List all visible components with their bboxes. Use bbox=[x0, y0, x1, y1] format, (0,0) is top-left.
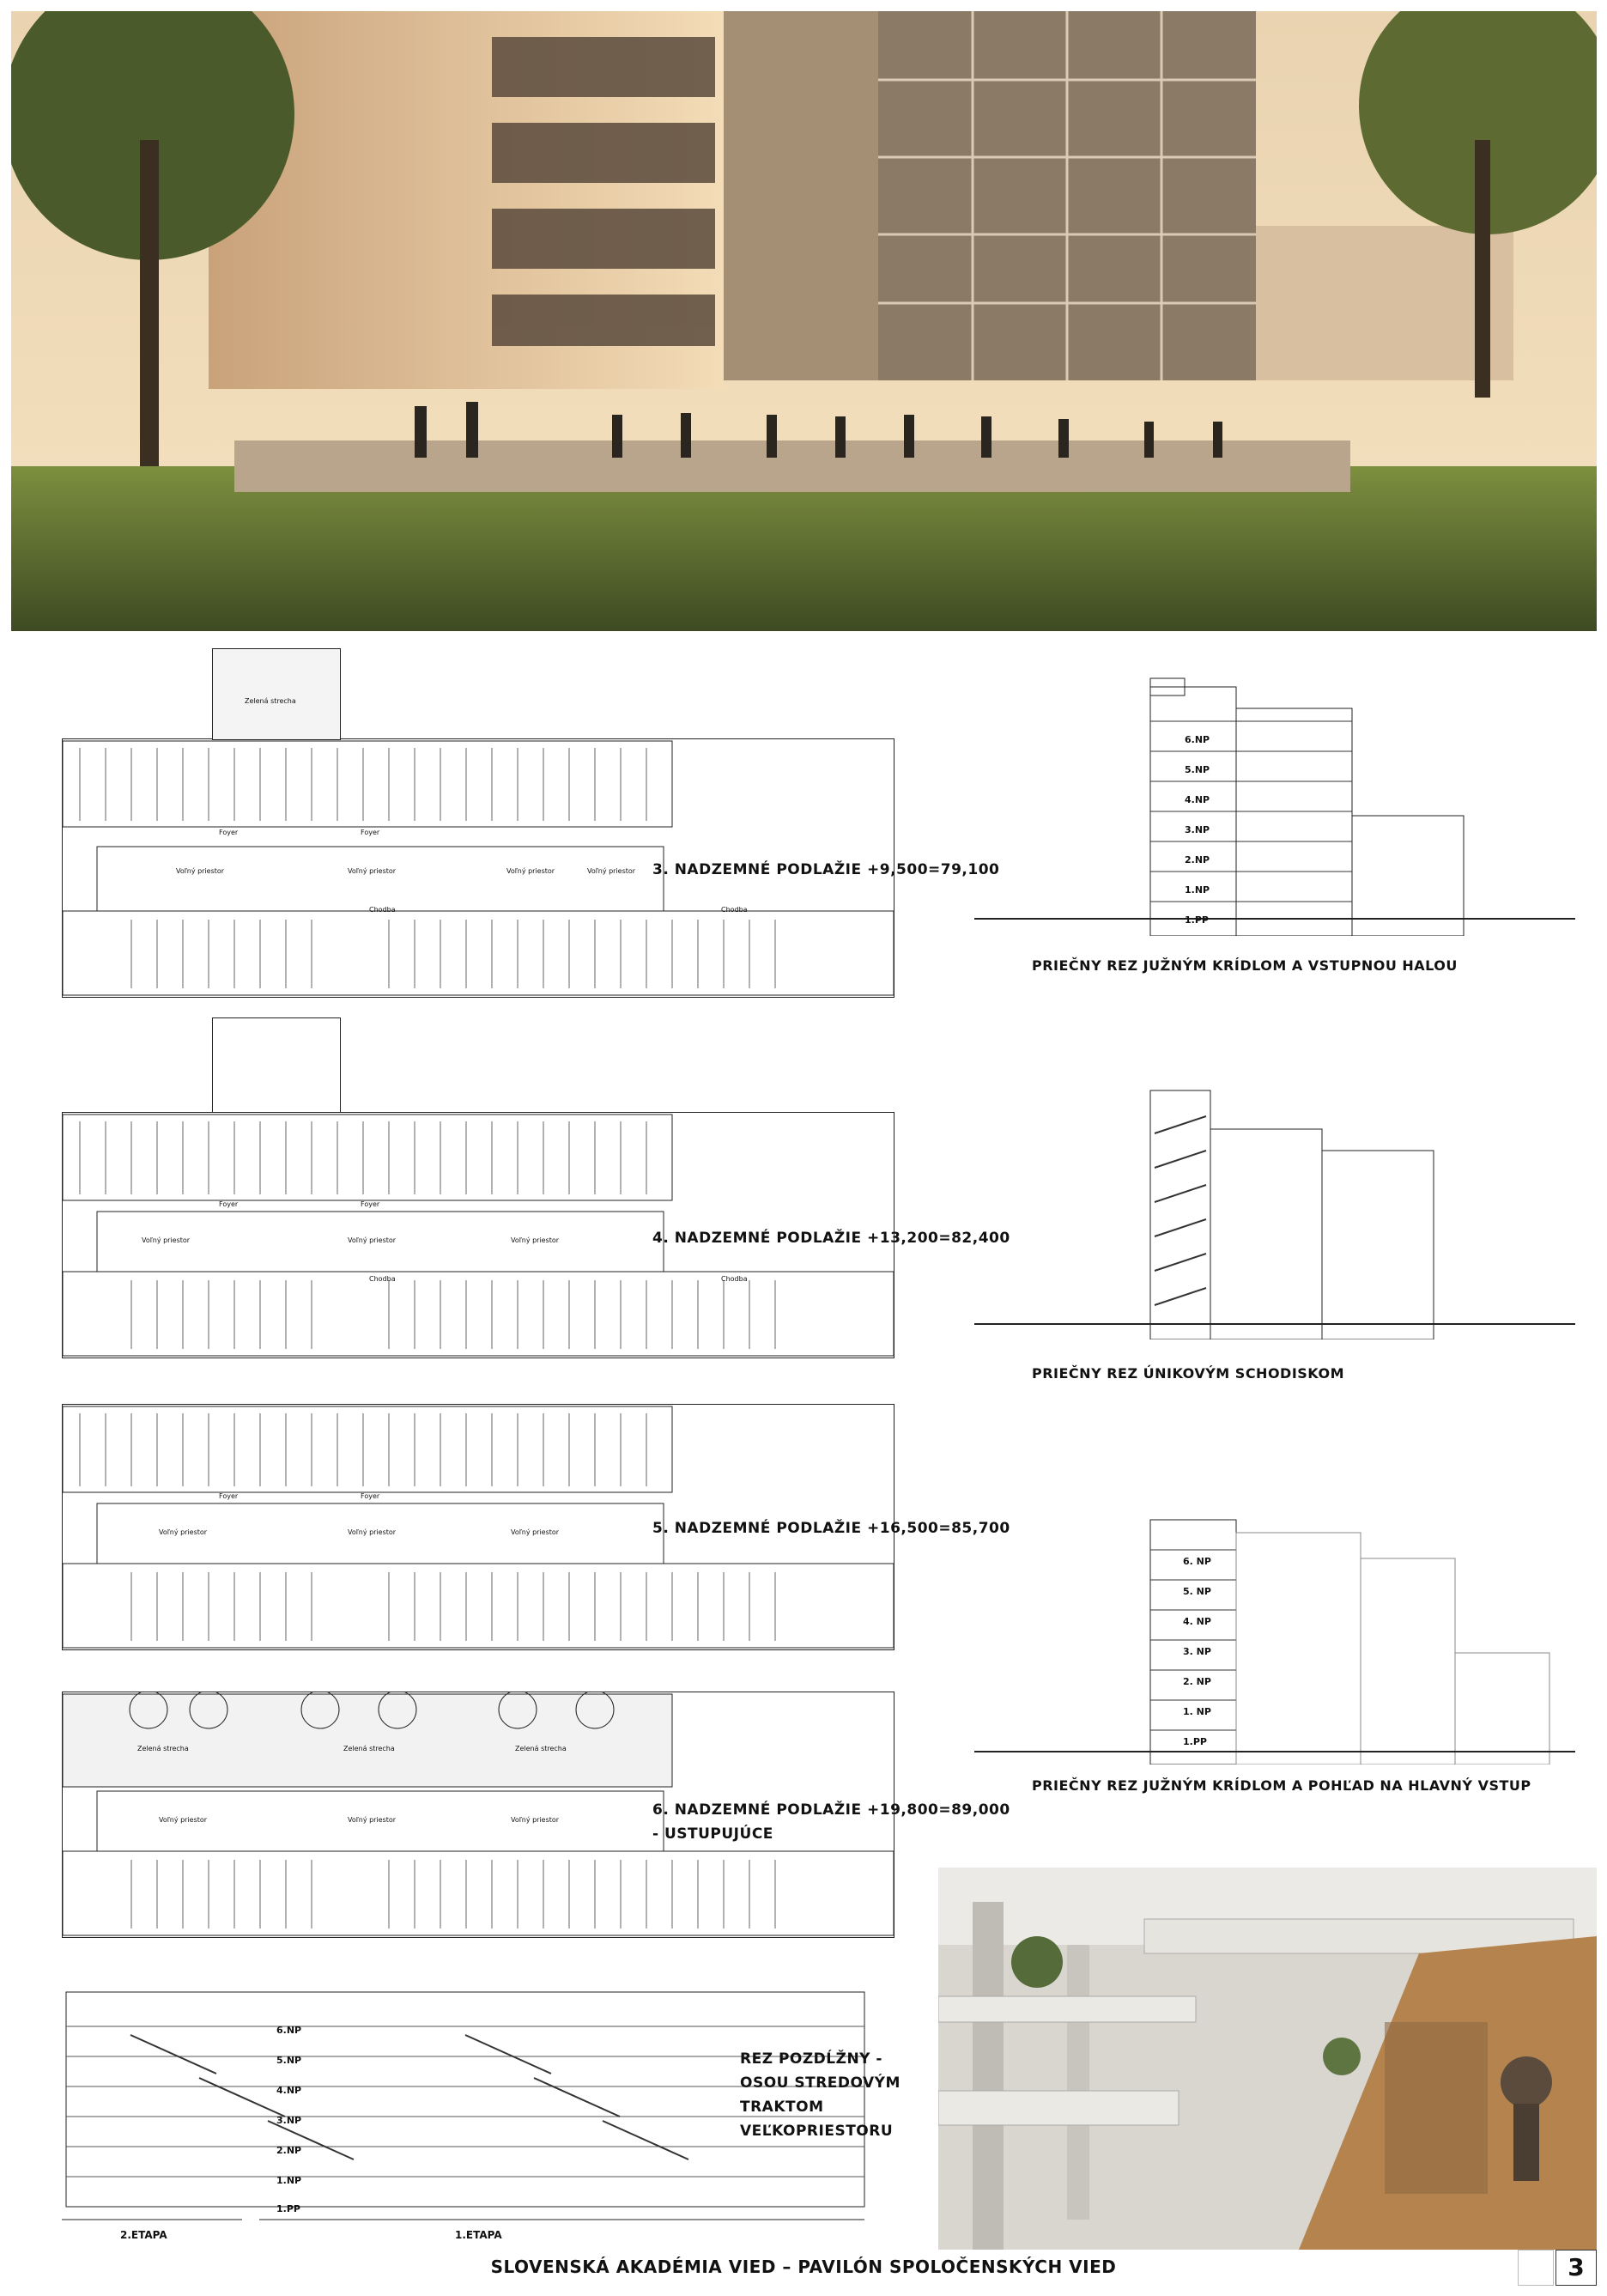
long-section-title-line-3: TRAKTOM bbox=[740, 2099, 824, 2116]
plan-3-label-green-roof: Zelená strecha bbox=[245, 697, 296, 705]
plan-3-label-free-space-3: Voľný priestor bbox=[506, 867, 555, 875]
plan-4-label-corridor-1: Chodba bbox=[369, 1275, 396, 1283]
cross-section-1-title: PRIEČNY REZ JUŽNÝM KRÍDLOM A VSTUPNOU HALOU bbox=[1032, 957, 1458, 974]
floor-plan-6np-title: 6. NADZEMNÉ PODLAŽIE +19,800=89,000 bbox=[652, 1801, 1010, 1819]
plan-4-label-corridor-2: Chodba bbox=[721, 1275, 748, 1283]
plan-6-label-green-roof-2: Zelená strecha bbox=[343, 1745, 395, 1752]
cross-section-2-title: PRIEČNY REZ ÚNIKOVÝM SCHODISKOM bbox=[1032, 1365, 1345, 1382]
long-section-floor-5np: 5.NP bbox=[276, 2055, 302, 2066]
plan-6-label-free-space-3: Voľný priestor bbox=[511, 1816, 560, 1824]
plan-3-label-corridor-1: Chodba bbox=[369, 906, 396, 914]
cs3-floor-5np: 5. NP bbox=[1183, 1586, 1211, 1597]
green-roof-outline-plan-4 bbox=[212, 1017, 341, 1114]
plan-5-label-free-space-3: Voľný priestor bbox=[511, 1528, 560, 1536]
cs1-floor-1np: 1.NP bbox=[1185, 884, 1210, 896]
plan-3-label-foyer-2: Foyer bbox=[361, 829, 380, 836]
cross-section-1 bbox=[974, 670, 1575, 936]
cross-section-2-drawing bbox=[974, 1082, 1575, 1339]
cs1-floor-2np: 2.NP bbox=[1185, 854, 1210, 866]
plan-3-label-free-space-4: Voľný priestor bbox=[587, 867, 636, 875]
plan-4-label-foyer-2: Foyer bbox=[361, 1200, 380, 1208]
cs1-floor-5np: 5.NP bbox=[1185, 764, 1210, 775]
green-roof-plan-3 bbox=[212, 648, 341, 740]
cs3-floor-1pp: 1.PP bbox=[1183, 1736, 1207, 1747]
cross-section-1-drawing bbox=[974, 670, 1575, 936]
long-section-floor-1np: 1.NP bbox=[276, 2175, 302, 2186]
exterior-render bbox=[11, 11, 1597, 631]
plan-5-label-free-space-1: Voľný priestor bbox=[159, 1528, 208, 1536]
cs1-floor-1pp: 1.PP bbox=[1185, 914, 1209, 926]
plan-6-label-green-roof-3: Zelená strecha bbox=[515, 1745, 567, 1752]
plan-4-label-free-space-1: Voľný priestor bbox=[142, 1236, 191, 1244]
cs3-floor-1np: 1. NP bbox=[1183, 1706, 1211, 1717]
plan-4-label-free-space-3: Voľný priestor bbox=[511, 1236, 560, 1244]
long-section-title-line-1: REZ POZDĹŽNY - bbox=[740, 2050, 882, 2068]
page-number: 3 bbox=[1555, 2250, 1597, 2286]
cs3-floor-2np: 2. NP bbox=[1183, 1676, 1211, 1687]
long-section-title-line-4: VEĽKOPRIESTORU bbox=[740, 2123, 894, 2140]
plan-5-label-foyer-2: Foyer bbox=[361, 1492, 380, 1500]
long-section-floor-6np: 6.NP bbox=[276, 2025, 302, 2036]
long-section-title-line-2: OSOU STREDOVÝM bbox=[740, 2074, 901, 2092]
plan-4-label-foyer-1: Foyer bbox=[219, 1200, 239, 1208]
floor-plan-3np-title: 3. NADZEMNÉ PODLAŽIE +9,500=79,100 bbox=[652, 861, 1000, 878]
long-section-floor-4np: 4.NP bbox=[276, 2085, 302, 2096]
interior-render-illustration bbox=[938, 1868, 1597, 2250]
plan-5-label-foyer-1: Foyer bbox=[219, 1492, 239, 1500]
footer-title: SLOVENSKÁ AKADÉMIA VIED – PAVILÓN SPOLOČENSKÝCH VIED bbox=[490, 2257, 1117, 2277]
plan-6-label-free-space-1: Voľný priestor bbox=[159, 1816, 208, 1824]
plan-5-label-free-space-2: Voľný priestor bbox=[348, 1528, 397, 1536]
long-section-floor-1pp: 1.PP bbox=[276, 2203, 300, 2214]
floor-plan-6np-subtitle: - USTUPUJÚCE bbox=[652, 1825, 773, 1843]
cross-section-2 bbox=[974, 1082, 1575, 1339]
plan-6-label-green-roof-1: Zelená strecha bbox=[137, 1745, 189, 1752]
plan-3-label-corridor-2: Chodba bbox=[721, 906, 748, 914]
cs3-floor-4np: 4. NP bbox=[1183, 1616, 1211, 1627]
cs3-floor-3np: 3. NP bbox=[1183, 1646, 1211, 1657]
cs1-floor-4np: 4.NP bbox=[1185, 794, 1210, 805]
cross-section-3-drawing bbox=[974, 1498, 1575, 1765]
stage-1-label: 1.ETAPA bbox=[455, 2229, 502, 2241]
interior-render bbox=[938, 1868, 1597, 2250]
page-box-empty bbox=[1518, 2250, 1554, 2286]
plan-4-label-free-space-2: Voľný priestor bbox=[348, 1236, 397, 1244]
cs1-floor-3np: 3.NP bbox=[1185, 824, 1210, 835]
long-section-floor-3np: 3.NP bbox=[276, 2115, 302, 2126]
plan-6-label-free-space-2: Voľný priestor bbox=[348, 1816, 397, 1824]
exterior-render-illustration bbox=[11, 11, 1597, 631]
cross-section-3-title: PRIEČNY REZ JUŽNÝM KRÍDLOM A POHĽAD NA HLAVNÝ VSTUP bbox=[1032, 1777, 1531, 1794]
plan-3-label-free-space-1: Voľný priestor bbox=[176, 867, 225, 875]
plan-3-label-free-space-2: Voľný priestor bbox=[348, 867, 397, 875]
cross-section-3 bbox=[974, 1498, 1575, 1765]
cs3-floor-6np: 6. NP bbox=[1183, 1556, 1211, 1567]
stage-2-label: 2.ETAPA bbox=[120, 2229, 167, 2241]
long-section-floor-2np: 2.NP bbox=[276, 2145, 302, 2156]
floor-plan-5np-title: 5. NADZEMNÉ PODLAŽIE +16,500=85,700 bbox=[652, 1520, 1010, 1537]
plan-3-label-foyer-1: Foyer bbox=[219, 829, 239, 836]
cs1-floor-6np: 6.NP bbox=[1185, 734, 1210, 745]
floor-plan-4np-title: 4. NADZEMNÉ PODLAŽIE +13,200=82,400 bbox=[652, 1230, 1010, 1247]
